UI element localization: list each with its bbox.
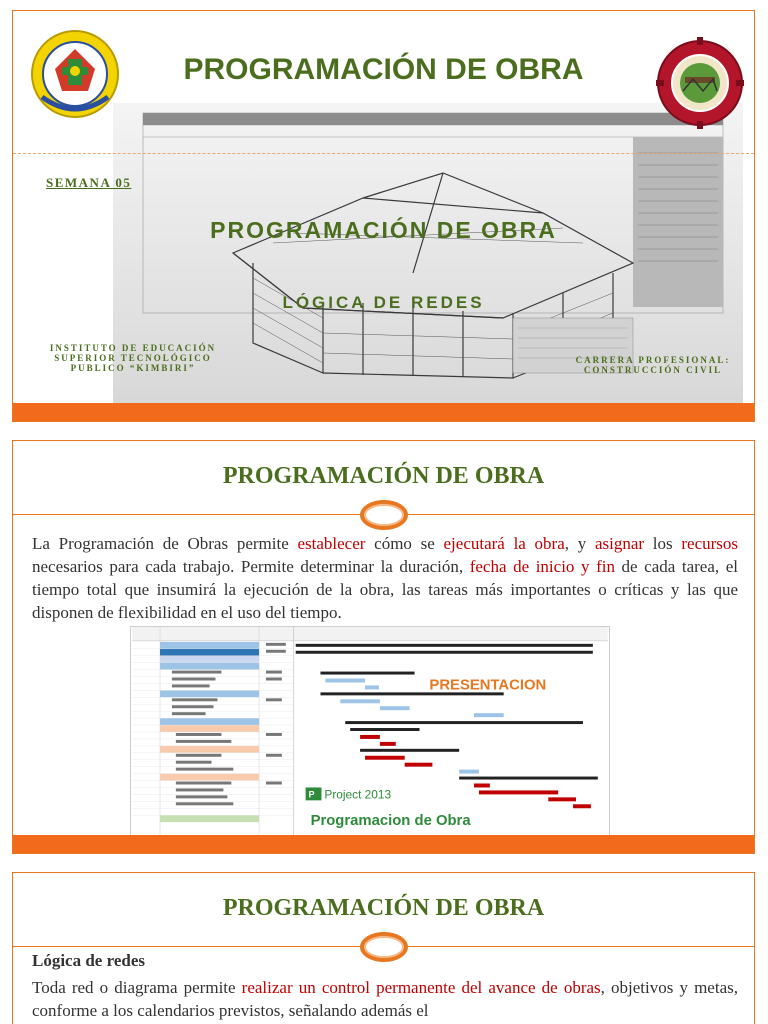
slide-bottom-bar [13,403,754,421]
gantt-caption: Programacion de Obra [310,813,471,830]
cover-divider [13,153,754,154]
week-label: SEMANA 05 [46,175,132,190]
slide-bottom-bar [13,835,754,853]
career-name: CARRERA PROFESIONAL: CONSTRUCCIÓN CIVIL [575,355,731,375]
definition-slide [12,440,755,854]
network-paragraph: Toda red o diagrama permite realizar un control permanente del avance de obras, objetivos y metas, conforme a los calendarios previstos, señalando además el [32,978,738,1020]
svg-text:P: P [308,789,315,800]
institute-name: INSTITUTO DE EDUCACIÓN SUPERIOR TECNOLÓGICO PUBLICO “KIMBIRI” [49,343,217,373]
section-subheading: Lógica de redes [32,951,146,970]
gantt-overlay-title: PRESENTACION [429,677,547,694]
gantt-project-label: Project 2013 [324,787,392,802]
slide-title: PROGRAMACIÓN DE OBRA [222,895,545,921]
cover-subtitle: PROGRAMACIÓN DE OBRA [210,217,557,243]
slide-title: PROGRAMACIÓN DE OBRA [222,463,545,489]
ring-ornament [360,932,408,962]
cover-title: PROGRAMACIÓN DE OBRA [183,53,584,86]
network-logic-slide [12,872,755,1024]
cover-topic: LÓGICA DE REDES [282,293,485,312]
definition-paragraph: La Programación de Obras permite establecer cómo se ejecutará la obra, y asignar los recursos necesarios para cada trabajo. Permite determinar la duración, fecha de inicio y fin de cada tarea, el tiempo total que insumirá la ejecución de la obra, las tareas más importantes o críticas y las que disponen de flexibilidad en el uso del tiempo. [32,534,739,622]
ring-ornament [360,500,408,530]
gantt-chart-image [130,626,610,836]
cover-slide [12,10,755,422]
